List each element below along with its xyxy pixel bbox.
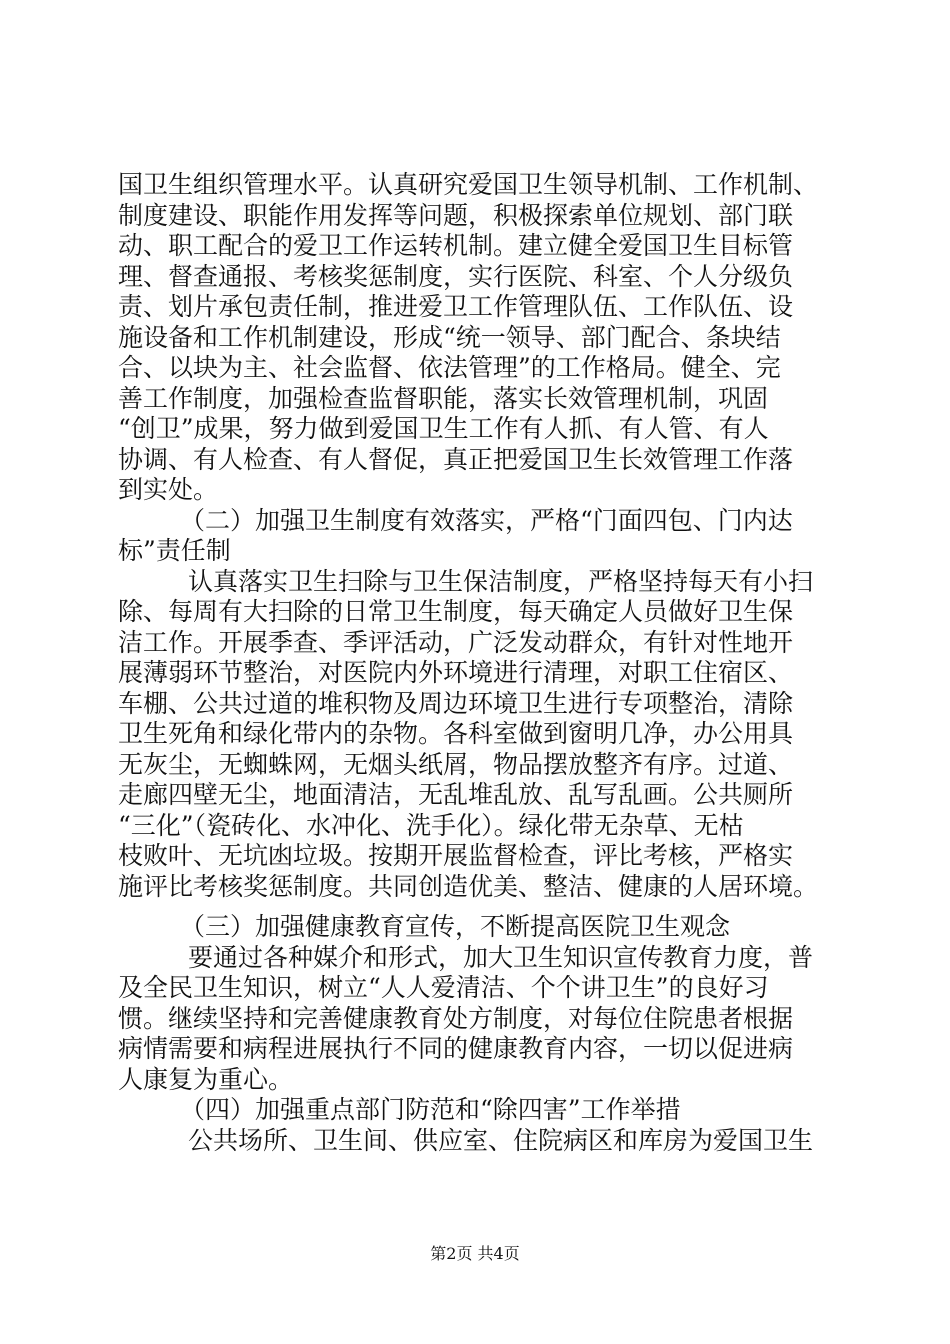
paragraph-line: 除、每周有大扫除的日常卫生制度，每天确定人员做好卫生保 [118, 597, 794, 626]
page-footer: 第2页 共4页 [430, 1244, 520, 1263]
paragraph-line: 惯。继续坚持和完善健康教育处方制度，对每位住院患者根据 [118, 1003, 794, 1033]
paragraph-line: 合、以块为主、社会监督、依法管理”的工作格局。健全、完 [118, 353, 781, 382]
paragraph-line: 施评比考核奖惩制度。共同创造优美、整洁、健康的人居环境。 [118, 871, 819, 901]
paragraph-line: 车棚、公共过道的堆积物及周边环境卫生进行专项整治，清除 [118, 688, 794, 718]
paragraph-line: 善工作制度，加强检查监督职能，落实长效管理机制，巩固 [118, 383, 769, 413]
paragraph-line: 人康复为重心。 [118, 1064, 294, 1094]
section-heading-2-continued: 标”责任制 [118, 536, 231, 565]
paragraph-line: “创卫”成果，努力做到爱国卫生工作有人抓、有人管、有人 [118, 414, 769, 443]
paragraph-line: 展薄弱环节整治，对医院内外环境进行清理，对职工住宿区、 [118, 658, 794, 687]
paragraph-line: 无灰尘，无蜘蛛网，无烟头纸屑，物品摆放整齐有序。过道、 [118, 749, 794, 779]
paragraph-line: 到实处。 [118, 475, 219, 504]
paragraph-line: 公共场所、卫生间、供应室、住院病区和库房为爱国卫生 [188, 1125, 814, 1155]
paragraph-line: 认真落实卫生扫除与卫生保洁制度，严格坚持每天有小扫 [188, 566, 814, 596]
section-heading-3: （三）加强健康教育宣传，不断提高医院卫生观念 [180, 912, 731, 941]
paragraph-line: 走廊四壁无尘，地面清洁，无乱堆乱放、乱写乱画。公共厕所 [118, 780, 794, 809]
paragraph-line: 国卫生组织管理水平。认真研究爱国卫生领导机制、工作机制、 [118, 170, 819, 199]
paragraph-line: 制度建设、职能作用发挥等问题，积极探索单位规划、部门联 [118, 200, 794, 230]
paragraph-line: 洁工作。开展季查、季评活动，广泛发动群众，有针对性地开 [118, 627, 794, 657]
section-heading-4: （四）加强重点部门防范和“除四害”工作举措 [180, 1095, 681, 1124]
paragraph-line: 枝败叶、无坑凼垃圾。按期开展监督检查，评比考核，严格实 [118, 841, 794, 870]
paragraph-line: 施设备和工作机制建设，形成“统一领导、部门配合、条块结 [118, 322, 781, 352]
paragraph-line: 要通过各种媒介和形式，加大卫生知识宣传教育力度，普 [188, 942, 814, 972]
paragraph-line: 责、划片承包责任制，推进爱卫工作管理队伍、工作队伍、设 [118, 292, 794, 321]
section-heading-2: （二）加强卫生制度有效落实，严格“门面四包、门内达 [180, 505, 793, 535]
paragraph-line: 病情需要和病程进展执行不同的健康教育内容，一切以促进病 [118, 1034, 794, 1063]
paragraph-line: “三化”（瓷砖化、水冲化、洗手化）。绿化带无杂草、无枯 [118, 810, 744, 840]
paragraph-line: 理、督查通报、考核奖惩制度，实行医院、科室、个人分级负 [118, 261, 794, 291]
paragraph-line: 及全民卫生知识，树立“人人爱清洁、个个讲卫生”的良好习 [118, 973, 769, 1002]
paragraph-line: 卫生死角和绿化带内的杂物。各科室做到窗明几净，办公用具 [118, 719, 794, 748]
paragraph-line: 动、职工配合的爱卫工作运转机制。建立健全爱国卫生目标管 [118, 231, 794, 260]
paragraph-line: 协调、有人检查、有人督促，真正把爱国卫生长效管理工作落 [118, 444, 794, 474]
